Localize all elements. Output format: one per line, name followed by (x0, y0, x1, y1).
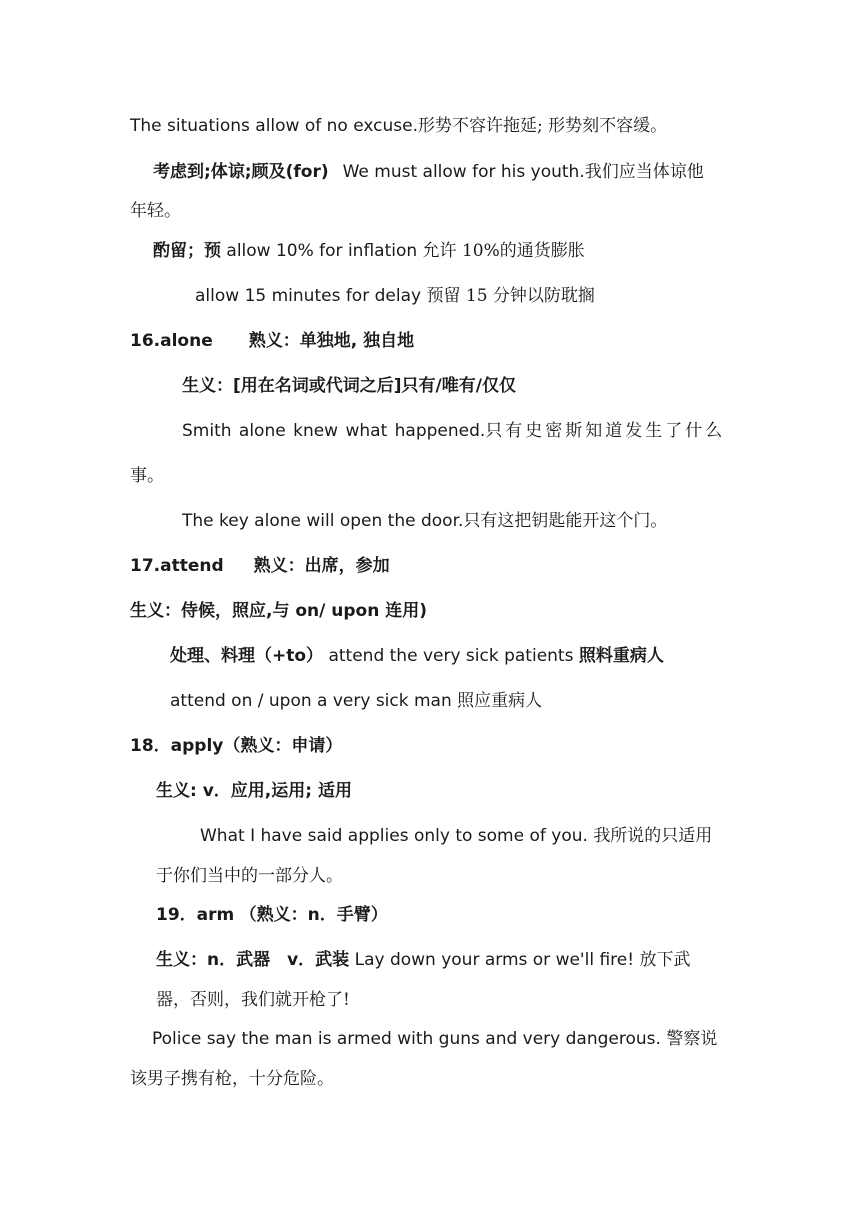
chinese-text: 警察说 (666, 1029, 718, 1049)
line-21 (156, 988, 350, 1012)
english-text: attend on / upon a very sick man (170, 691, 452, 711)
line-14 (170, 689, 542, 713)
line-4 (153, 239, 585, 263)
chinese-text: 器，否则，我们就开枪了! (156, 990, 350, 1010)
chinese-text: 放下武 (639, 950, 691, 970)
english-text: Smith alone knew what happened. (182, 421, 486, 441)
entry-heading-apply (130, 734, 342, 758)
chinese-text: 照应重病人 (457, 691, 543, 711)
chinese-text: 允许 10%的通货膨胀 (422, 241, 585, 261)
chinese-text: 形势不容许拖延; 形势刻不容缓。 (418, 116, 668, 136)
english-text: We must allow for his youth. (342, 162, 585, 182)
chinese-text: 只有史密斯知道发生了什么 (485, 421, 726, 441)
familiar-meaning: 熟义：出席，参加 (253, 556, 390, 576)
english-text: The situations allow of no excuse. (130, 116, 418, 136)
entry-heading-attend (130, 554, 390, 578)
line-5 (195, 284, 595, 308)
new-meaning: 生义：[用在名词或代词之后]只有/唯有/仅仅 (182, 376, 516, 396)
line-20 (156, 948, 690, 972)
entry-number-word: 18．apply (130, 736, 224, 756)
line-10 (182, 509, 667, 533)
chinese-text: 只有这把钥匙能开这个门。 (463, 511, 668, 531)
line-3 (130, 199, 181, 223)
line-22 (152, 1027, 717, 1051)
familiar-meaning: 熟义：单独地, 独自地 (248, 331, 415, 351)
chinese-text: 我所说的只适用 (593, 826, 713, 846)
line-9 (130, 464, 164, 488)
entry-heading-arm (156, 903, 388, 927)
english-text: allow 10% for inflation (226, 241, 418, 261)
meaning-label: 酌留；预 (153, 241, 221, 261)
entry-number-word: 16.alone (130, 331, 213, 351)
chinese-text: 事。 (130, 466, 164, 486)
meaning-label: 考虑到;体谅;顾及(for) (153, 162, 329, 182)
chinese-text: 该男子携有枪，十分危险。 (130, 1069, 334, 1089)
familiar-meaning: （熟义：申请） (223, 736, 343, 756)
new-meaning: 生义: v．应用,运用; 适用 (156, 781, 352, 801)
entry-number-word: 17.attend (130, 556, 224, 576)
entry-number-word: 19．arm (156, 905, 235, 925)
new-meaning: 生义：n．武器 v．武装 (156, 950, 350, 970)
line-1 (130, 114, 667, 138)
chinese-text: 预留 15 分钟以防耽搁 (426, 286, 595, 306)
english-text: The key alone will open the door. (182, 511, 464, 531)
chinese-text: 我们应当体谅他 (584, 162, 704, 182)
chinese-text: 照料重病人 (578, 646, 664, 666)
line-18 (156, 864, 343, 888)
meaning-label: 处理、料理（+to） (170, 646, 324, 666)
english-text: Police say the man is armed with guns and very dangerous. (152, 1029, 661, 1049)
chinese-text: 于你们当中的一部分人。 (156, 866, 343, 886)
line-7 (182, 374, 516, 398)
line-17 (200, 824, 712, 848)
familiar-meaning: （熟义：n．手臂） (239, 905, 388, 925)
entry-heading-alone (130, 329, 414, 353)
line-16 (156, 779, 352, 803)
english-text: What I have said applies only to some of you. (200, 826, 588, 846)
line-23 (130, 1067, 334, 1091)
line-8 (182, 419, 725, 443)
line-13 (170, 644, 664, 668)
english-text: allow 15 minutes for delay (195, 286, 422, 306)
line-2 (153, 160, 704, 184)
english-text: attend the very sick patients (328, 646, 574, 666)
new-meaning: 生义：侍候，照应,与 on/ upon 连用) (130, 601, 428, 621)
english-text: Lay down your arms or we'll fire! (354, 950, 635, 970)
line-12 (130, 599, 427, 623)
chinese-text: 年轻。 (130, 201, 181, 221)
